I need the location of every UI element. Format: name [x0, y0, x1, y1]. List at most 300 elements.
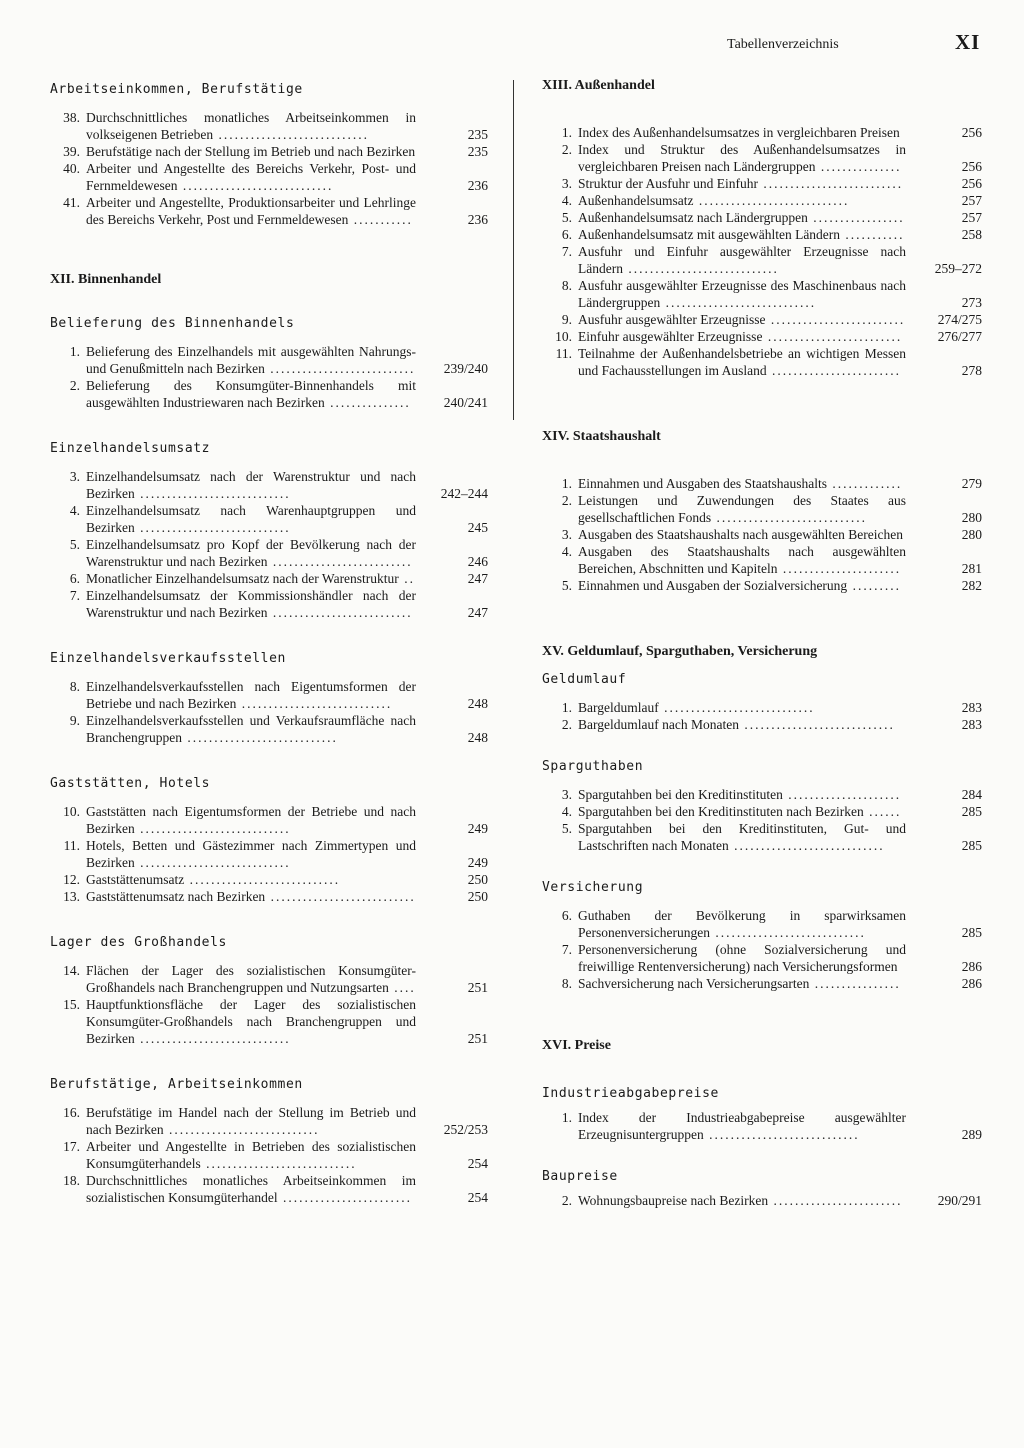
entry-title-text: Gaststätten nach Eigentumsformen der Betriebe und nach Bezirken [86, 804, 416, 836]
leader-dots: .... [388, 980, 416, 995]
entry-title-text: Einzelhandelsverkaufsstellen und Verkaufsraumfläche nach Branchengruppen [86, 713, 416, 745]
chapter-heading: XIII. Außenhandel [542, 78, 655, 93]
entry-title [578, 475, 906, 492]
leader-dots: ........................ [277, 1190, 412, 1205]
entry-title-text: Teilnahme der Außenhandelsbetriebe an wichtigen Messen und Fachausstellungen im Ausland [578, 346, 906, 378]
entry-number: 10. [63, 804, 80, 819]
entry-title [86, 502, 416, 536]
entry-number: 2. [561, 1193, 572, 1208]
entry-title [86, 109, 416, 143]
toc-list [50, 803, 488, 905]
entry-page: 274/275 [937, 312, 982, 327]
section-heading: Lager des Großhandels [50, 935, 227, 950]
entry-page: 286 [961, 976, 982, 991]
entry-page: 250 [467, 889, 488, 904]
toc-list [50, 343, 488, 411]
entry-title [578, 975, 906, 992]
entry-title [578, 345, 906, 379]
entry-number: 8. [561, 278, 572, 293]
entry-number: 8. [561, 976, 572, 991]
entry-page: 285 [961, 804, 982, 819]
toc-entry [50, 109, 488, 143]
leader-dots: ............................ [660, 295, 817, 310]
entry-page: 242–244 [440, 486, 488, 501]
leader-dots: ........................ [768, 1193, 903, 1208]
entry-title [86, 160, 416, 194]
section-heading: Versicherung [542, 880, 644, 895]
toc-entry [542, 786, 982, 803]
toc-entry [542, 243, 982, 277]
leader-dots: ............... [815, 159, 902, 174]
entry-title-text: Arbeiter und Angestellte in Betrieben des sozialistischen Konsumgüterhandels [86, 1139, 416, 1171]
entry-title [86, 996, 416, 1047]
toc-entry [50, 587, 488, 621]
entry-page: 240/241 [443, 395, 488, 410]
leader-dots: ............................ [236, 696, 393, 711]
entry-title [578, 192, 906, 209]
toc-entry [50, 678, 488, 712]
entry-title [578, 543, 906, 577]
entry-page: 235 [467, 144, 488, 159]
entry-title-text: Berufstätige nach der Stellung im Betrieb und nach Bezirken [86, 144, 416, 159]
toc-entry [542, 124, 982, 141]
entry-title [86, 803, 416, 837]
entry-number: 14. [63, 963, 80, 978]
entry-number: 2. [561, 493, 572, 508]
entry-page: 254 [467, 1156, 488, 1171]
page-number: XI [955, 30, 981, 54]
entry-title [86, 587, 416, 621]
entry-title [578, 209, 906, 226]
toc-entry [50, 1172, 488, 1206]
toc-entry [542, 716, 982, 733]
entry-page: 252/253 [443, 1122, 488, 1137]
entry-number: 3. [561, 176, 572, 191]
leader-dots: .......................... [267, 554, 413, 569]
entry-title-text: Einnahmen und Ausgaben der Sozialversicherung [578, 578, 848, 593]
leader-dots: ........................ [766, 363, 901, 378]
toc-list [542, 475, 982, 594]
entry-title [578, 243, 906, 277]
entry-number: 5. [561, 210, 572, 225]
entry-page: 256 [961, 159, 982, 174]
entry-page: 249 [467, 855, 488, 870]
entry-number: 11. [555, 346, 572, 361]
leader-dots: ............................ [134, 855, 291, 870]
toc-list [50, 109, 488, 228]
section-heading: Belieferung des Binnenhandels [50, 316, 295, 331]
toc-entry [542, 803, 982, 820]
leader-dots: ............................ [134, 821, 291, 836]
entry-number: 5. [561, 821, 572, 836]
entry-title-text: Ausfuhr ausgewählter Erzeugnisse des Maschinenbaus nach Ländergruppen [578, 278, 906, 310]
toc-list [542, 699, 982, 733]
entry-title [86, 570, 416, 587]
entry-title-text: Bargeldumlauf nach Monaten [578, 717, 739, 732]
toc-entry [542, 328, 982, 345]
entry-number: 1. [561, 476, 572, 491]
entry-title-text: Flächen der Lager des sozialistischen Konsumgüter-Großhandels nach Branchengruppen und Nutzungsarten [86, 963, 416, 995]
toc-entry [50, 871, 488, 888]
entry-title-text: Durchschnittliches monatliches Arbeitseinkommen im sozialistischen Konsumgüterhandel [86, 1173, 416, 1205]
section-heading: Arbeitseinkommen, Berufstätige [50, 82, 303, 97]
entry-number: 40. [63, 161, 80, 176]
entry-title-text: Einzelhandelsumsatz der Kommissionshändler nach der Warenstruktur und nach Bezirken [86, 588, 416, 620]
leader-dots: ............................ [181, 730, 338, 745]
entry-title [578, 492, 906, 526]
entry-page: 289 [961, 1127, 982, 1142]
entry-page: 284 [961, 787, 982, 802]
entry-title-text: Hotels, Betten und Gästezimmer nach Zimmertypen und Bezirken [86, 838, 416, 870]
entry-title [578, 124, 906, 141]
entry-title [86, 377, 416, 411]
entry-title [86, 837, 416, 871]
toc-list [542, 1192, 982, 1209]
toc-list [542, 907, 982, 992]
entry-title-text: Durchschnittliches monatliches Arbeitseinkommen in volkseigenen Betrieben [86, 110, 416, 142]
entry-title-text: Einzelhandelsumsatz nach Warenhauptgruppen und Bezirken [86, 503, 416, 535]
entry-page: 280 [961, 527, 982, 542]
entry-title-text: Spargutahben bei den Kreditinstituten nach Bezirken [578, 804, 864, 819]
section-heading: Einzelhandelsverkaufsstellen [50, 651, 286, 666]
entry-number: 12. [63, 872, 80, 887]
leader-dots: ............................ [693, 193, 850, 208]
entry-number: 7. [561, 244, 572, 259]
entry-number: 18. [63, 1173, 80, 1188]
entry-title-text: Berufstätige im Handel nach der Stellung im Betrieb und nach Bezirken [86, 1105, 416, 1137]
toc-entry [542, 543, 982, 577]
leader-dots: ............................ [622, 261, 779, 276]
entry-title-text: Spargutahben bei den Kreditinstituten, Gut- und Lastschriften nach Monaten [578, 821, 906, 853]
leader-dots: ............... [324, 395, 411, 410]
toc-entry [542, 192, 982, 209]
entry-title-text: Einzelhandelsumsatz pro Kopf der Bevölkerung nach der Warenstruktur und nach Bezirken [86, 537, 416, 569]
entry-number: 16. [63, 1105, 80, 1120]
entry-title-text: Einnahmen und Ausgaben des Staatshaushalts [578, 476, 827, 491]
entry-title [86, 468, 416, 502]
entry-title-text: Einzelhandelsverkaufsstellen nach Eigentumsformen der Betriebe und nach Bezirken [86, 679, 416, 711]
entry-title [578, 941, 906, 975]
leader-dots: ............................ [738, 717, 895, 732]
leader-dots: .......................... [267, 605, 413, 620]
toc-entry [50, 888, 488, 905]
leader-dots: ............................ [711, 510, 867, 525]
entry-page: 235 [467, 127, 488, 142]
entry-title-text: Index des Außenhandelsumsatzes in vergleichbaren Preisen [578, 125, 900, 140]
entry-number: 41. [63, 195, 80, 210]
leader-dots: ......................... [765, 312, 906, 327]
leader-dots: .. [398, 571, 415, 586]
entry-number: 1. [561, 700, 572, 715]
entry-page: 259–272 [934, 261, 982, 276]
entry-title-text: Ausfuhr und Einfuhr ausgewählter Erzeugnisse nach Ländern [578, 244, 906, 276]
entry-number: 9. [69, 713, 80, 728]
section-heading: Industrieabgabepreise [542, 1086, 719, 1101]
toc-list [542, 124, 982, 379]
toc-entry [542, 311, 982, 328]
entry-title-text: Ausgaben des Staatshaushalts nach ausgewählten Bereichen, Abschnitten und Kapiteln [578, 544, 906, 576]
entry-title-text: Index der Industrieabgabepreise ausgewählter Erzeugnisuntergruppen [578, 1110, 906, 1142]
entry-number: 2. [561, 142, 572, 157]
leader-dots: ............. [826, 476, 903, 491]
entry-title-text: Monatlicher Einzelhandelsumsatz nach der Warenstruktur [86, 571, 399, 586]
entry-number: 1. [561, 125, 572, 140]
entry-page: 285 [961, 838, 982, 853]
entry-title [578, 311, 906, 328]
toc-entry [50, 143, 488, 160]
leader-dots: ............................ [177, 178, 334, 193]
toc-list [50, 962, 488, 1047]
entry-number: 7. [69, 588, 80, 603]
entry-page: 281 [961, 561, 982, 576]
leader-dots: ............................ [184, 872, 341, 887]
entry-page: 286 [961, 959, 982, 974]
entry-page: 248 [467, 696, 488, 711]
entry-title [86, 343, 416, 377]
chapter-heading: XII. Binnenhandel [50, 272, 162, 287]
toc-entry [50, 803, 488, 837]
entry-title [86, 888, 416, 905]
leader-dots: ............................ [658, 700, 815, 715]
toc-entry [542, 1109, 982, 1143]
toc-entry [542, 577, 982, 594]
entry-title [578, 786, 906, 803]
column-divider [513, 80, 514, 420]
entry-number: 10. [555, 329, 572, 344]
entry-title [578, 1192, 906, 1209]
entry-page: 258 [961, 227, 982, 242]
entry-page: 247 [467, 605, 488, 620]
toc-entry [50, 837, 488, 871]
entry-title-text: Belieferung des Konsumgüter-Binnenhandels mit ausgewählten Industriewaren nach Bezirken [86, 378, 416, 410]
section-heading: Sparguthaben [542, 759, 644, 774]
toc-entry [542, 907, 982, 941]
entry-title [578, 803, 906, 820]
toc-entry [542, 526, 982, 543]
toc-entry [542, 820, 982, 854]
entry-number: 6. [561, 227, 572, 242]
leader-dots: ........... [348, 212, 413, 227]
toc-entry [50, 996, 488, 1047]
entry-number: 11. [63, 838, 80, 853]
toc-entry [542, 345, 982, 379]
entry-number: 9. [561, 312, 572, 327]
entry-number: 17. [63, 1139, 80, 1154]
entry-page: 239/240 [443, 361, 488, 376]
toc-entry [50, 712, 488, 746]
leader-dots: ..................... [782, 787, 902, 802]
entry-number: 2. [561, 717, 572, 732]
entry-title [86, 1104, 416, 1138]
entry-page: 249 [467, 821, 488, 836]
leader-dots: ......... [847, 578, 901, 593]
entry-title [86, 536, 416, 570]
entry-number: 7. [561, 942, 572, 957]
entry-title-text: Index und Struktur des Außenhandelsumsatzes in vergleichbaren Preisen nach Ländergruppen [578, 142, 906, 174]
entry-number: 4. [561, 804, 572, 819]
entry-title [86, 143, 416, 160]
entry-page: 257 [961, 210, 982, 225]
toc-entry [542, 699, 982, 716]
entry-page: 251 [467, 980, 488, 995]
toc-entry [50, 160, 488, 194]
leader-dots: ............................ [163, 1122, 320, 1137]
leader-dots: ............................ [728, 838, 885, 853]
entry-page: 285 [961, 925, 982, 940]
section-heading: Berufstätige, Arbeitseinkommen [50, 1077, 303, 1092]
entry-title [578, 577, 906, 594]
leader-dots: ............................ [134, 1031, 291, 1046]
entry-title [578, 141, 906, 175]
toc-list [50, 468, 488, 621]
leader-dots: ................ [809, 976, 901, 991]
entry-number: 4. [69, 503, 80, 518]
toc-entry [542, 209, 982, 226]
entry-page: 246 [467, 554, 488, 569]
leader-dots: ...................... [777, 561, 902, 576]
entry-number: 39. [63, 144, 80, 159]
entry-title-text: Bargeldumlauf [578, 700, 659, 715]
entry-title-text: Außenhandelsumsatz mit ausgewählten Ländern [578, 227, 841, 242]
left-column [50, 82, 488, 1206]
toc-list [542, 786, 982, 854]
entry-title-text: Gaststättenumsatz [86, 872, 185, 887]
leader-dots: ............................ [703, 1127, 860, 1142]
section-heading: Einzelhandelsumsatz [50, 441, 211, 456]
leader-dots: ............................ [134, 486, 291, 501]
leader-dots: ........... [840, 227, 905, 242]
toc-entry [542, 1192, 982, 1209]
toc-entry [542, 141, 982, 175]
entry-number: 5. [561, 578, 572, 593]
toc-entry [542, 475, 982, 492]
entry-page: 250 [467, 872, 488, 887]
toc-entry [50, 1104, 488, 1138]
toc-entry [542, 226, 982, 243]
entry-page: 257 [961, 193, 982, 208]
entry-title [578, 277, 906, 311]
leader-dots: ........................... [265, 889, 416, 904]
entry-title [86, 712, 416, 746]
leader-dots: ............................ [709, 925, 866, 940]
toc-entry [50, 194, 488, 228]
entry-number: 8. [69, 679, 80, 694]
section-heading: Baupreise [542, 1169, 618, 1184]
entry-title-text: Einfuhr ausgewählter Erzeugnisse [578, 329, 763, 344]
entry-title-text: Einzelhandelsumsatz nach der Warenstruktur und nach Bezirken [86, 469, 416, 501]
toc-entry [50, 536, 488, 570]
entry-title-text: Spargutahben bei den Kreditinstituten [578, 787, 783, 802]
entry-page: 256 [961, 176, 982, 191]
entry-title [578, 907, 906, 941]
toc-entry [50, 1138, 488, 1172]
entry-number: 4. [561, 544, 572, 559]
entry-page: 282 [961, 578, 982, 593]
leader-dots: ................. [807, 210, 905, 225]
entry-title [578, 175, 906, 192]
entry-page: 290/291 [937, 1193, 982, 1208]
toc-entry [50, 343, 488, 377]
leader-dots: ........................... [264, 361, 416, 376]
entry-page: 283 [961, 717, 982, 732]
entry-title-text: Wohnungsbaupreise nach Bezirken [578, 1193, 769, 1208]
chapter-heading: XIV. Staatshaushalt [542, 429, 661, 444]
toc-entry [542, 492, 982, 526]
leader-dots: ......................... [762, 329, 903, 344]
entry-title-text: Gaststättenumsatz nach Bezirken [86, 889, 266, 904]
entry-page: 247 [467, 571, 488, 586]
entry-number: 6. [561, 908, 572, 923]
chapter-heading: XV. Geldumlauf, Sparguthaben, Versicherung [542, 644, 818, 659]
entry-page: 236 [467, 212, 488, 227]
running-header-title: Tabellenverzeichnis [727, 37, 839, 52]
toc-entry [50, 502, 488, 536]
entry-number: 6. [69, 571, 80, 586]
entry-number: 15. [63, 997, 80, 1012]
entry-number: 5. [69, 537, 80, 552]
toc-entry [542, 975, 982, 992]
toc-entry [542, 941, 982, 975]
entry-number: 38. [63, 110, 80, 125]
entry-title-text: Ausfuhr ausgewählter Erzeugnisse [578, 312, 766, 327]
toc-entry [542, 175, 982, 192]
toc-list [542, 1109, 982, 1143]
entry-page: 283 [961, 700, 982, 715]
entry-title-text: Personenversicherung (ohne Sozialversicherung und freiwillige Rentenversicherung) nach Versicherungsformen [578, 942, 906, 974]
entry-number: 3. [561, 527, 572, 542]
entry-title [578, 328, 906, 345]
leader-dots: ...... [863, 804, 902, 819]
entry-title-text: Sachversicherung nach Versicherungsarten [578, 976, 810, 991]
toc-entry [50, 962, 488, 996]
entry-title [86, 194, 416, 228]
entry-title-text: Außenhandelsumsatz nach Ländergruppen [578, 210, 808, 225]
entry-page: 280 [961, 510, 982, 525]
entry-title-text: Arbeiter und Angestellte des Bereichs Verkehr, Post- und Fernmeldewesen [86, 161, 416, 193]
entry-title [578, 699, 906, 716]
entry-title [578, 226, 906, 243]
chapter-heading: XVI. Preise [542, 1038, 611, 1053]
entry-page: 251 [467, 1031, 488, 1046]
toc-entry [542, 277, 982, 311]
entry-page: 236 [467, 178, 488, 193]
entry-title [86, 962, 416, 996]
entry-title [578, 526, 906, 543]
section-heading: Geldumlauf [542, 672, 627, 687]
leader-dots: ............................ [200, 1156, 357, 1171]
entry-page: 273 [961, 295, 982, 310]
entry-title [86, 1172, 416, 1206]
entry-title-text: Leistungen und Zuwendungen des Staates aus gesellschaftlichen Fonds [578, 493, 906, 525]
entry-page: 276/277 [937, 329, 982, 344]
entry-number: 2. [69, 378, 80, 393]
entry-title-text: Struktur der Ausfuhr und Einfuhr [578, 176, 758, 191]
toc-entry [50, 377, 488, 411]
entry-number: 4. [561, 193, 572, 208]
entry-number: 3. [69, 469, 80, 484]
entry-page: 248 [467, 730, 488, 745]
entry-title [578, 716, 906, 733]
toc-entry [50, 570, 488, 587]
entry-title-text: Arbeiter und Angestellte, Produktionsarbeiter und Lehrlinge des Bereichs Verkehr, Post und Fernmeldewesen [86, 195, 416, 227]
entry-title-text: Ausgaben des Staatshaushalts nach ausgewählten Bereichen [578, 527, 904, 542]
entry-page: 254 [467, 1190, 488, 1205]
right-column [542, 78, 982, 1209]
entry-page: 278 [961, 363, 982, 378]
entry-title-text: Guthaben der Bevölkerung in sparwirksamen Personenversicherungen [578, 908, 906, 940]
entry-title-text: Hauptfunktionsfläche der Lager des sozialistischen Konsumgüter-Großhandels nach Branchengruppen und Bezirken [86, 997, 416, 1046]
toc-list [50, 678, 488, 746]
